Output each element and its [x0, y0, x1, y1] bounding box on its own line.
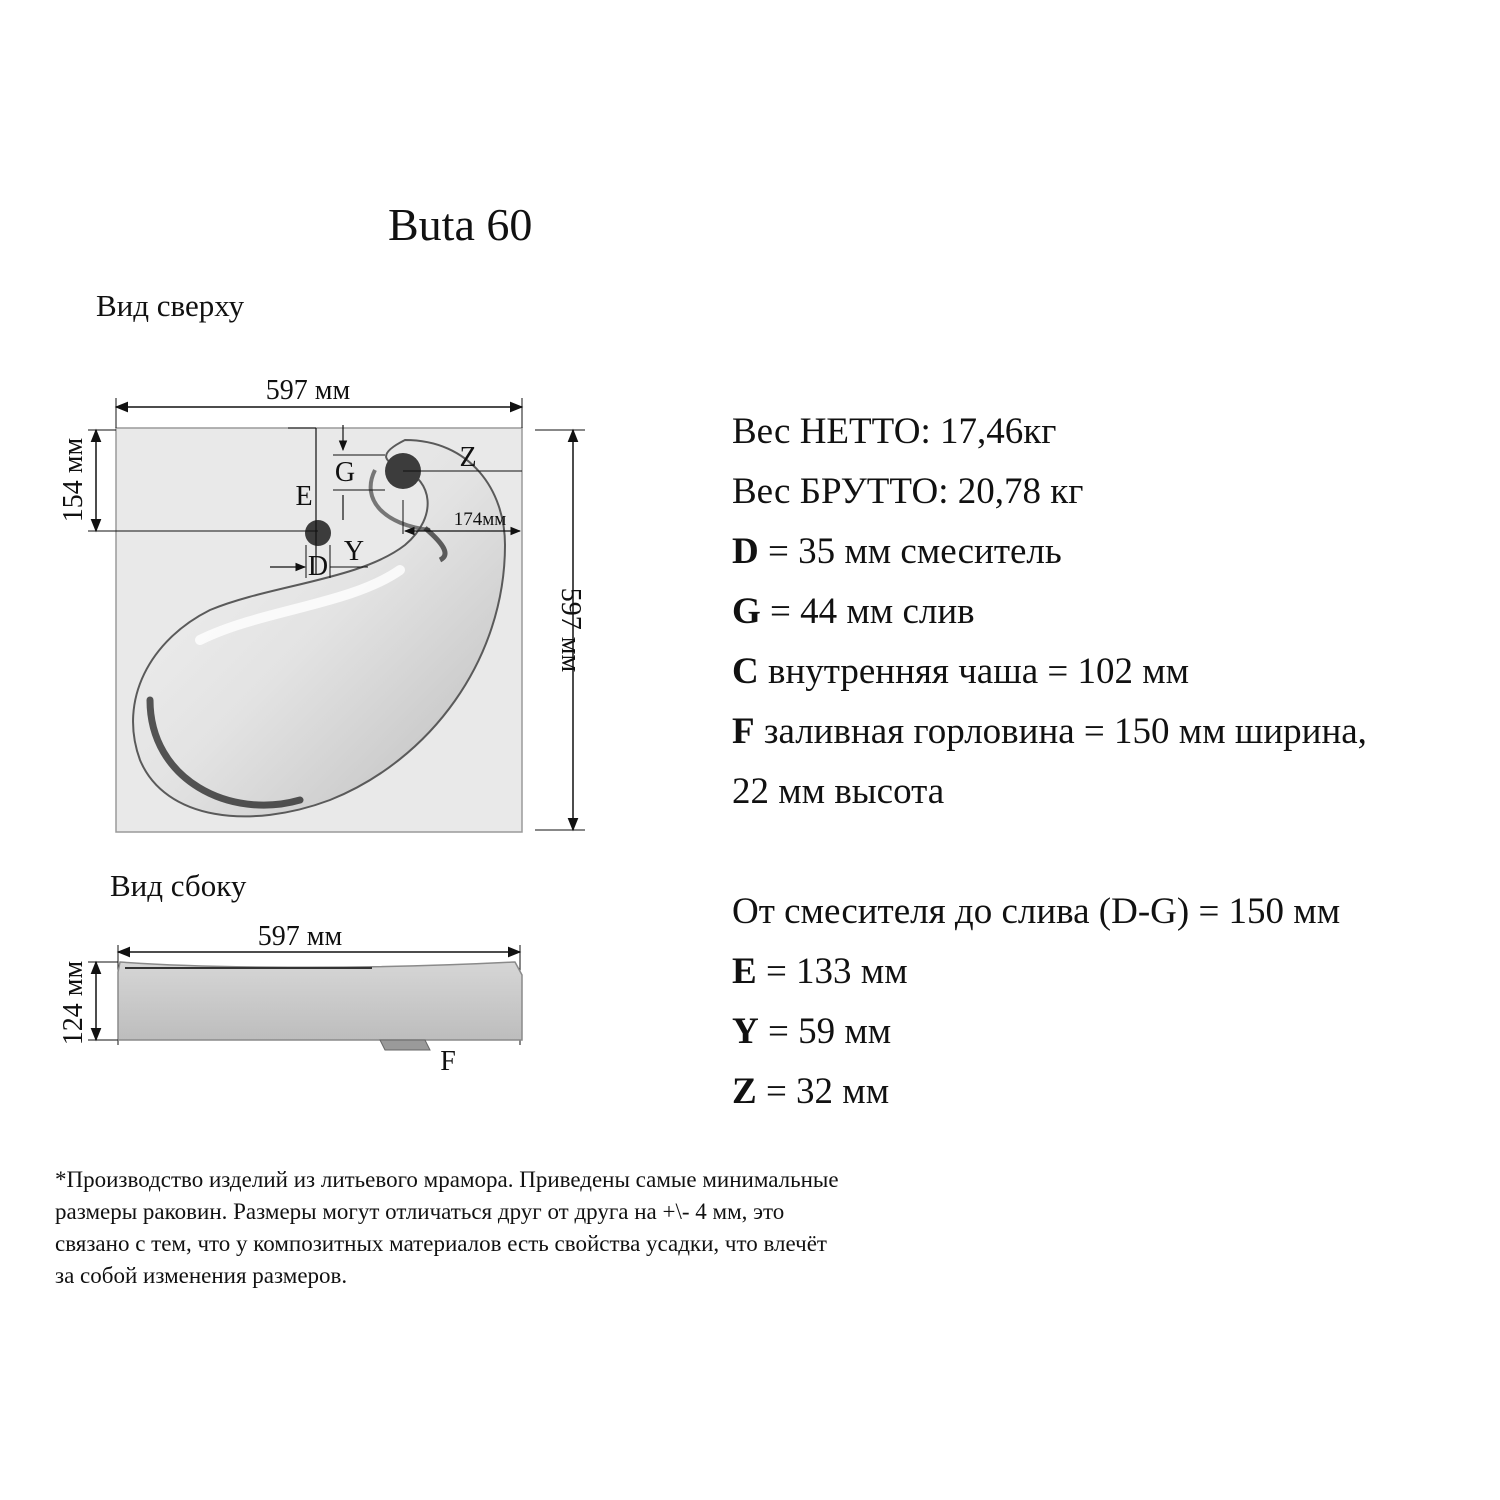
marker-g: G: [334, 457, 356, 488]
spec-z: Z = 32 мм: [732, 1071, 890, 1112]
spec-d-g: От смесителя до слива (D-G) = 150 мм: [732, 891, 1341, 932]
faucet-hole: [305, 520, 331, 546]
side-view-drawing: [58, 921, 522, 1077]
spec-list: [732, 402, 1367, 1122]
side-height-label: 124 мм: [58, 960, 89, 1046]
page-title: Buta 60: [388, 199, 533, 250]
spec-f-height: 22 мм высота: [732, 771, 945, 812]
marker-z: Z: [459, 442, 477, 473]
z-offset-label: 174мм: [453, 509, 507, 530]
side-view-label: Вид сбоку: [110, 868, 247, 903]
marker-e: E: [295, 481, 313, 512]
footnote-line: размеры раковин. Размеры могут отличаться друг от друга на +\- 4 мм, это: [55, 1199, 785, 1224]
top-height-label: 597 мм: [555, 587, 586, 673]
spec-f: F заливная горловина = 150 мм ширина,: [732, 711, 1367, 752]
spec-g: G = 44 мм слив: [732, 591, 975, 632]
side-profile: [118, 962, 522, 1040]
offset-154-label: 154 мм: [58, 437, 89, 523]
spec-d: D = 35 мм смеситель: [732, 531, 1062, 572]
spec-y: Y = 59 мм: [732, 1011, 892, 1052]
spec-net-weight: Вес НЕТТО: 17,46кг: [732, 411, 1057, 452]
marker-d: D: [307, 551, 329, 582]
marker-f: F: [440, 1046, 456, 1077]
top-view-label: Вид сверху: [96, 288, 245, 323]
side-width-label: 597 мм: [257, 921, 343, 952]
spec-gross-weight: Вес БРУТТО: 20,78 кг: [732, 471, 1084, 512]
top-width-label: 597 мм: [265, 375, 351, 406]
footnote: [55, 1164, 955, 1292]
spec-c: C внутренняя чаша = 102 мм: [732, 651, 1190, 692]
overflow-neck: [380, 1040, 430, 1050]
footnote-line: за собой изменения размеров.: [55, 1263, 348, 1288]
footnote-line: *Производство изделий из литьевого мрамора. Приведены самые минимальные: [55, 1167, 839, 1192]
top-view-drawing: [58, 375, 586, 832]
footnote-line: связано с тем, что у композитных материалов есть свойства усадки, что влечёт: [55, 1231, 827, 1256]
spec-e: E = 133 мм: [732, 951, 908, 992]
marker-y: Y: [343, 536, 365, 567]
